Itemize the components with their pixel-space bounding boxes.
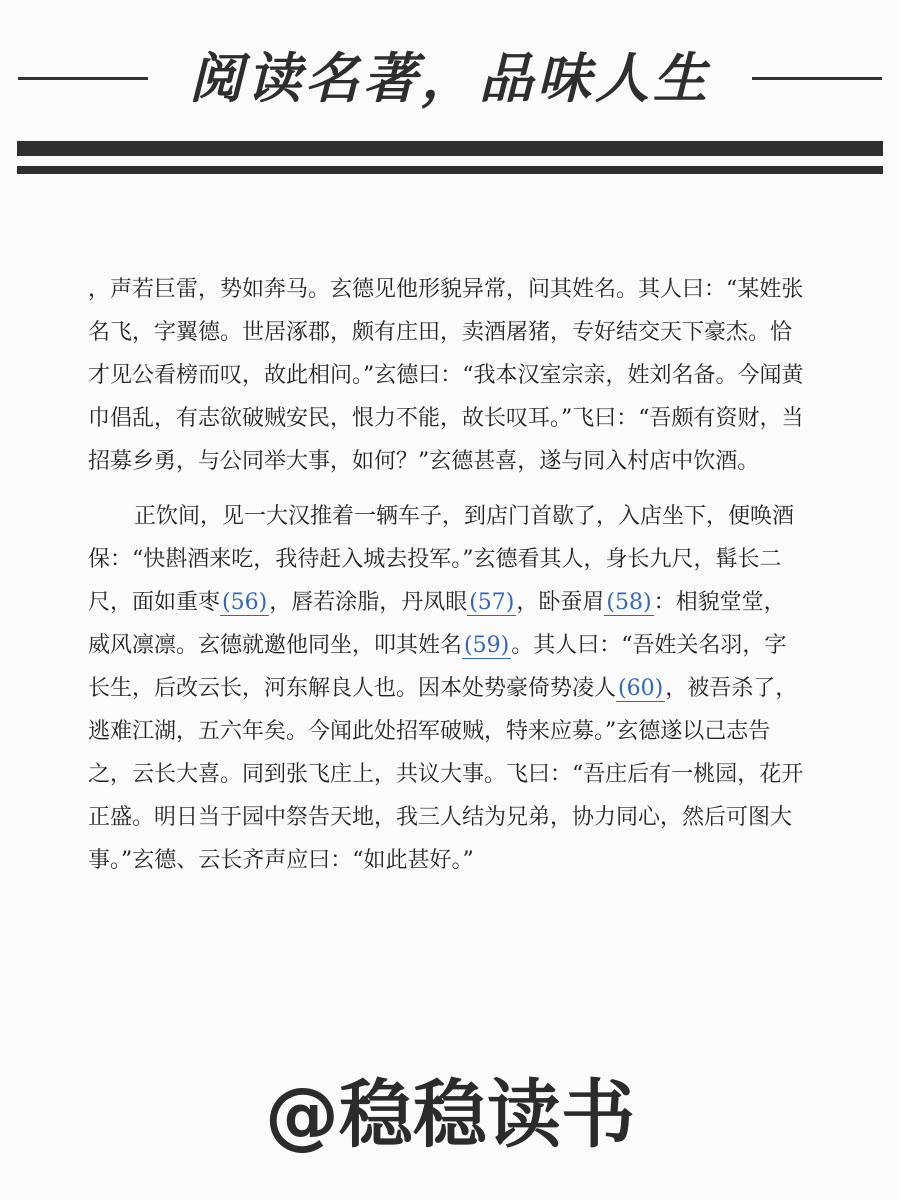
- article-body: [88, 268, 804, 894]
- paragraph-text: ，声若巨雷，势如奔马。玄德见他形貌异常，问其姓名。其人曰：“某姓张名飞，字翼德。世居涿郡，颇有庄田，卖酒屠猪，专好结交天下豪杰。恰才见公看榜而叹，故此相问。”玄德曰：“我本汉室宗亲，姓刘名备。今闻黄巾倡乱，有志欲破贼安民，恨力不能，故长叹耳。”飞曰：“吾颇有资财，当招募乡勇，与公同举大事，如何？”玄德甚喜，遂与同入村店中饮酒。: [88, 277, 804, 474]
- header: [0, 40, 900, 120]
- paragraph-text: 正饮间，见一大汉推着一辆车子，到店门首歇了，入店坐下，便唤酒保：“快斟酒来吃，我待赶入城去投军。”玄德看其人，身长九尺，髯长二尺，面如重枣: [88, 504, 795, 615]
- header-left-rule: [18, 77, 148, 80]
- footnote-link-59[interactable]: (59): [464, 633, 510, 658]
- footnote-link-60[interactable]: (60): [618, 676, 664, 701]
- paragraph-text: ，卧蚕眉: [516, 590, 605, 615]
- header-right-rule: [752, 77, 882, 80]
- paragraph-text: ，被吾杀了，逃难江湖，五六年矣。今闻此处招军破贼，特来应募。”玄德遂以己志告之，云长大喜。同到张飞庄上，共议大事。飞曰：“吾庄后有一桃园，花开正盛。明日当于园中祭告天地，我三人结为兄弟，协力同心，然后可图大事。”玄德、云长齐声应曰：“如此甚好。”: [88, 676, 804, 873]
- footnote-link-57[interactable]: (57): [469, 590, 515, 615]
- paragraph-2: [88, 495, 804, 882]
- header-thin-divider: [17, 166, 883, 174]
- footnote-link-58[interactable]: (58): [606, 590, 652, 615]
- paragraph-text: ：相貌堂堂，威风凛凛。玄德就邀他同坐，叩其姓名: [88, 590, 786, 658]
- paragraph-1: [88, 268, 804, 483]
- header-thick-divider: [17, 141, 883, 156]
- footnote-link-56[interactable]: (56): [222, 590, 268, 615]
- author-handle: @稳稳读书: [265, 1072, 635, 1158]
- page-title: 阅读名著，品味人生: [189, 47, 711, 110]
- paragraph-text: ，唇若涂脂，丹凤眼: [269, 590, 468, 615]
- paragraph-text: 。其人曰：“吾姓关名羽，字长生，后改云长，河东解良人也。因本处势豪倚势凌人: [88, 633, 787, 701]
